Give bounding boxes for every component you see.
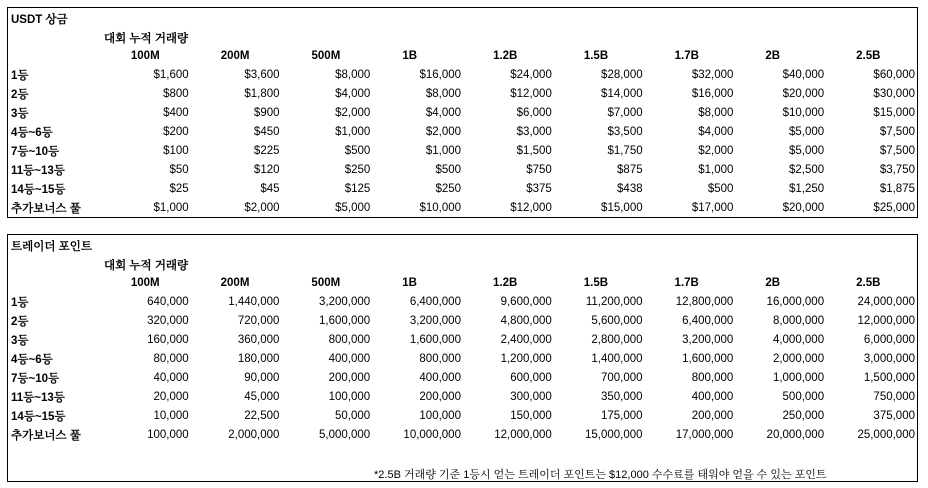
usdt-value-cell: $40,000 — [782, 68, 825, 81]
usdt-value-cell: $1,800 — [244, 87, 280, 100]
points-value-cell: 20,000 — [153, 390, 189, 403]
points-value-cell: 8,000,000 — [772, 314, 825, 327]
usdt-value-cell: $32,000 — [691, 68, 734, 81]
usdt-value-cell: $1,000 — [698, 163, 734, 176]
points-table-row — [8, 330, 917, 349]
points-value-cell: 100,000 — [328, 390, 371, 403]
points-value-cell: 720,000 — [237, 314, 280, 327]
points-value-cell: 20,000,000 — [766, 428, 825, 441]
points-col-header: 500M — [311, 276, 341, 289]
usdt-prize-table — [8, 46, 917, 217]
usdt-value-cell: $20,000 — [782, 87, 825, 100]
usdt-value-cell: $1,750 — [607, 144, 643, 157]
points-value-cell: 45,000 — [244, 390, 280, 403]
points-value-cell: 10,000 — [153, 409, 189, 422]
points-value-cell: 700,000 — [600, 371, 643, 384]
usdt-value-cell: $500 — [344, 144, 371, 157]
usdt-value-cell: $225 — [253, 144, 280, 157]
points-value-cell: 640,000 — [147, 295, 189, 308]
usdt-value-cell: $2,500 — [788, 163, 825, 176]
points-value-cell: 6,400,000 — [409, 295, 461, 308]
points-footnote: *2.5B 거래량 기준 1등시 얻는 트레이더 포인트는 $12,000 수수료를 태워야 얻을 수 있는 포인트 — [374, 469, 827, 481]
usdt-header-blank — [8, 46, 100, 65]
points-value-cell: 1,200,000 — [500, 352, 552, 365]
points-value-cell: 2,800,000 — [591, 333, 643, 346]
points-header-blank — [8, 273, 100, 292]
usdt-value-cell: $8,000 — [425, 87, 462, 100]
usdt-value-cell: $900 — [253, 106, 280, 119]
usdt-value-cell: $24,000 — [510, 68, 552, 81]
points-value-cell: 250,000 — [782, 409, 825, 422]
usdt-value-cell: $15,000 — [601, 201, 643, 214]
usdt-panel-title: USDT 상금 — [11, 14, 68, 26]
usdt-value-cell: $30,000 — [873, 87, 915, 100]
points-value-cell: 1,400,000 — [591, 352, 643, 365]
points-value-cell: 3,200,000 — [319, 295, 371, 308]
usdt-value-cell: $750 — [526, 163, 552, 176]
points-value-cell: 175,000 — [600, 409, 643, 422]
usdt-value-cell: $8,000 — [698, 106, 734, 119]
usdt-value-cell: $12,000 — [510, 201, 552, 214]
usdt-value-cell: $60,000 — [873, 68, 915, 81]
usdt-value-cell: $45 — [260, 182, 280, 195]
usdt-value-cell: $438 — [617, 182, 643, 195]
usdt-rank-label: 3등 — [11, 107, 29, 120]
usdt-value-cell: $2,000 — [335, 106, 371, 119]
usdt-value-cell: $10,000 — [419, 201, 462, 214]
usdt-value-cell: $16,000 — [691, 87, 734, 100]
usdt-value-cell: $1,000 — [425, 144, 462, 157]
points-value-cell: 800,000 — [691, 371, 734, 384]
usdt-value-cell: $10,000 — [782, 106, 825, 119]
points-value-cell: 24,000,000 — [857, 295, 915, 308]
usdt-table-row — [8, 179, 917, 198]
usdt-rank-label: 14등~15등 — [11, 183, 66, 196]
usdt-value-cell: $28,000 — [601, 68, 643, 81]
points-value-cell: 17,000,000 — [675, 428, 734, 441]
points-value-cell: 3,200,000 — [682, 333, 734, 346]
points-value-cell: 12,000,000 — [857, 314, 915, 327]
usdt-prize-panel — [7, 7, 918, 218]
points-value-cell: 2,000,000 — [228, 428, 280, 441]
points-value-cell: 4,000,000 — [772, 333, 825, 346]
points-value-cell: 5,600,000 — [591, 314, 643, 327]
points-rank-label: 3등 — [11, 334, 29, 347]
usdt-col-header: 2B — [765, 49, 781, 62]
usdt-header-row — [8, 46, 917, 65]
usdt-value-cell: $3,000 — [516, 125, 552, 138]
usdt-value-cell: $7,500 — [879, 144, 915, 157]
points-table-row — [8, 425, 917, 444]
usdt-value-cell: $250 — [344, 163, 371, 176]
usdt-value-cell: $400 — [163, 106, 189, 119]
usdt-value-cell: $2,000 — [425, 125, 462, 138]
points-col-header: 1.2B — [492, 276, 518, 289]
usdt-rank-label: 11등~13등 — [11, 164, 65, 177]
points-value-cell: 200,000 — [328, 371, 371, 384]
points-value-cell: 6,400,000 — [682, 314, 734, 327]
points-table-row — [8, 349, 917, 368]
points-rank-label: 2등 — [11, 315, 29, 328]
trader-points-table — [8, 273, 917, 444]
points-value-cell: 12,000,000 — [494, 428, 552, 441]
usdt-value-cell: $800 — [163, 87, 189, 100]
points-col-header: 1.7B — [674, 276, 699, 289]
trader-points-panel — [7, 234, 918, 482]
usdt-value-cell: $200 — [163, 125, 189, 138]
usdt-table-row — [8, 198, 917, 217]
usdt-value-cell: $1,000 — [153, 201, 189, 214]
points-value-cell: 40,000 — [153, 371, 189, 384]
usdt-value-cell: $12,000 — [510, 87, 552, 100]
usdt-value-cell: $5,000 — [788, 125, 825, 138]
points-col-header: 1.5B — [583, 276, 609, 289]
usdt-value-cell: $5,000 — [335, 201, 371, 214]
usdt-value-cell: $500 — [435, 163, 462, 176]
usdt-value-cell: $4,000 — [425, 106, 462, 119]
usdt-value-cell: $100 — [163, 144, 189, 157]
usdt-table-row — [8, 141, 917, 160]
points-value-cell: 1,500,000 — [863, 371, 915, 384]
usdt-value-cell: $3,600 — [244, 68, 280, 81]
usdt-value-cell: $25,000 — [873, 201, 915, 214]
usdt-value-cell: $3,750 — [879, 163, 915, 176]
points-value-cell: 5,000,000 — [319, 428, 371, 441]
points-col-header: 2.5B — [856, 276, 881, 289]
usdt-value-cell: $16,000 — [419, 68, 462, 81]
points-value-cell: 6,000,000 — [863, 333, 915, 346]
points-rank-label: 14등~15등 — [11, 410, 66, 423]
usdt-col-header: 1.7B — [674, 49, 699, 62]
points-value-cell: 90,000 — [244, 371, 280, 384]
usdt-col-header: 2.5B — [856, 49, 881, 62]
points-value-cell: 1,600,000 — [319, 314, 371, 327]
points-rank-label: 4등~6등 — [11, 353, 53, 366]
points-value-cell: 320,000 — [147, 314, 189, 327]
points-value-cell: 25,000,000 — [857, 428, 915, 441]
points-value-cell: 600,000 — [510, 371, 552, 384]
usdt-col-header: 200M — [220, 49, 250, 62]
points-value-cell: 3,000,000 — [863, 352, 915, 365]
points-value-cell: 100,000 — [419, 409, 461, 422]
usdt-value-cell: $875 — [617, 163, 643, 176]
points-value-cell: 4,800,000 — [500, 314, 552, 327]
usdt-value-cell: $1,875 — [879, 182, 915, 195]
points-value-cell: 22,500 — [244, 409, 280, 422]
points-value-cell: 2,400,000 — [500, 333, 552, 346]
points-value-cell: 800,000 — [419, 352, 461, 365]
usdt-value-cell: $2,000 — [698, 144, 734, 157]
usdt-value-cell: $4,000 — [335, 87, 371, 100]
points-value-cell: 12,800,000 — [675, 295, 734, 308]
points-col-header: 100M — [130, 276, 160, 289]
usdt-table-row — [8, 122, 917, 141]
usdt-col-header: 100M — [130, 49, 160, 62]
points-value-cell: 100,000 — [147, 428, 189, 441]
points-rank-label: 11등~13등 — [11, 391, 65, 404]
usdt-rank-label: 4등~6등 — [11, 126, 53, 139]
usdt-value-cell: $17,000 — [691, 201, 734, 214]
usdt-rank-label: 추가보너스 풀 — [11, 202, 81, 215]
points-value-cell: 400,000 — [691, 390, 734, 403]
usdt-value-cell: $5,000 — [788, 144, 825, 157]
usdt-rank-label: 1등 — [11, 69, 29, 82]
points-value-cell: 160,000 — [147, 333, 189, 346]
points-value-cell: 200,000 — [419, 390, 461, 403]
usdt-value-cell: $450 — [253, 125, 280, 138]
usdt-value-cell: $1,500 — [516, 144, 552, 157]
points-value-cell: 80,000 — [153, 352, 189, 365]
usdt-col-header: 1.2B — [493, 49, 518, 62]
usdt-value-cell: $1,250 — [788, 182, 825, 195]
usdt-value-cell: $3,500 — [607, 125, 643, 138]
points-value-cell: 360,000 — [237, 333, 280, 346]
usdt-value-cell: $8,000 — [335, 68, 371, 81]
points-value-cell: 350,000 — [600, 390, 643, 403]
points-table-row — [8, 292, 917, 311]
usdt-value-cell: $375 — [526, 182, 552, 195]
points-table-row — [8, 387, 917, 406]
usdt-value-cell: $14,000 — [601, 87, 643, 100]
points-value-cell: 750,000 — [873, 390, 915, 403]
points-table-row — [8, 311, 917, 330]
usdt-rank-label: 7등~10등 — [11, 145, 60, 158]
points-value-cell: 3,200,000 — [409, 314, 461, 327]
usdt-col-header: 1.5B — [583, 49, 609, 62]
usdt-value-cell: $250 — [435, 182, 462, 195]
usdt-table-row — [8, 160, 917, 179]
points-value-cell: 800,000 — [328, 333, 371, 346]
usdt-value-cell: $1,600 — [153, 68, 189, 81]
usdt-value-cell: $500 — [707, 182, 734, 195]
usdt-value-cell: $20,000 — [782, 201, 825, 214]
usdt-value-cell: $6,000 — [516, 106, 552, 119]
usdt-value-cell: $50 — [169, 163, 189, 176]
points-value-cell: 1,000,000 — [772, 371, 825, 384]
usdt-col-header: 500M — [311, 49, 341, 62]
points-value-cell: 300,000 — [510, 390, 552, 403]
points-value-cell: 200,000 — [691, 409, 734, 422]
points-col-header: 1B — [402, 276, 417, 289]
points-value-cell: 1,600,000 — [682, 352, 734, 365]
usdt-col-header: 1B — [402, 49, 418, 62]
points-table-row — [8, 406, 917, 425]
points-value-cell: 375,000 — [873, 409, 915, 422]
points-rank-label: 7등~10등 — [11, 372, 60, 385]
points-value-cell: 400,000 — [328, 352, 371, 365]
usdt-value-cell: $25 — [169, 182, 189, 195]
usdt-value-cell: $4,000 — [698, 125, 734, 138]
usdt-volume-label: 대회 누적 거래량 — [104, 33, 189, 45]
points-col-header: 2B — [765, 276, 781, 289]
points-value-cell: 16,000,000 — [766, 295, 825, 308]
points-value-cell: 400,000 — [419, 371, 461, 384]
points-value-cell: 10,000,000 — [403, 428, 461, 441]
points-value-cell: 15,000,000 — [584, 428, 643, 441]
usdt-table-row — [8, 84, 917, 103]
points-value-cell: 11,200,000 — [585, 295, 643, 308]
usdt-rank-label: 2등 — [11, 88, 29, 101]
usdt-value-cell: $120 — [253, 163, 280, 176]
usdt-value-cell: $15,000 — [873, 106, 915, 119]
points-panel-title: 트레이더 포인트 — [11, 241, 92, 253]
points-value-cell: 180,000 — [237, 352, 280, 365]
points-value-cell: 50,000 — [335, 409, 371, 422]
usdt-value-cell: $7,000 — [607, 106, 643, 119]
usdt-table-row — [8, 103, 917, 122]
points-rank-label: 추가보너스 풀 — [11, 429, 81, 442]
usdt-value-cell: $1,000 — [335, 125, 371, 138]
points-volume-label: 대회 누적 거래량 — [104, 260, 189, 272]
points-col-header: 200M — [220, 276, 250, 289]
usdt-value-cell: $7,500 — [879, 125, 915, 138]
usdt-value-cell: $2,000 — [244, 201, 280, 214]
usdt-value-cell: $125 — [344, 182, 371, 195]
points-value-cell: 1,600,000 — [409, 333, 461, 346]
points-table-row — [8, 368, 917, 387]
points-header-row — [8, 273, 917, 292]
points-value-cell: 150,000 — [510, 409, 552, 422]
usdt-table-row — [8, 65, 917, 84]
points-value-cell: 500,000 — [782, 390, 825, 403]
points-value-cell: 1,440,000 — [228, 295, 280, 308]
points-value-cell: 2,000,000 — [772, 352, 825, 365]
points-rank-label: 1등 — [11, 296, 29, 309]
points-value-cell: 9,600,000 — [500, 295, 552, 308]
